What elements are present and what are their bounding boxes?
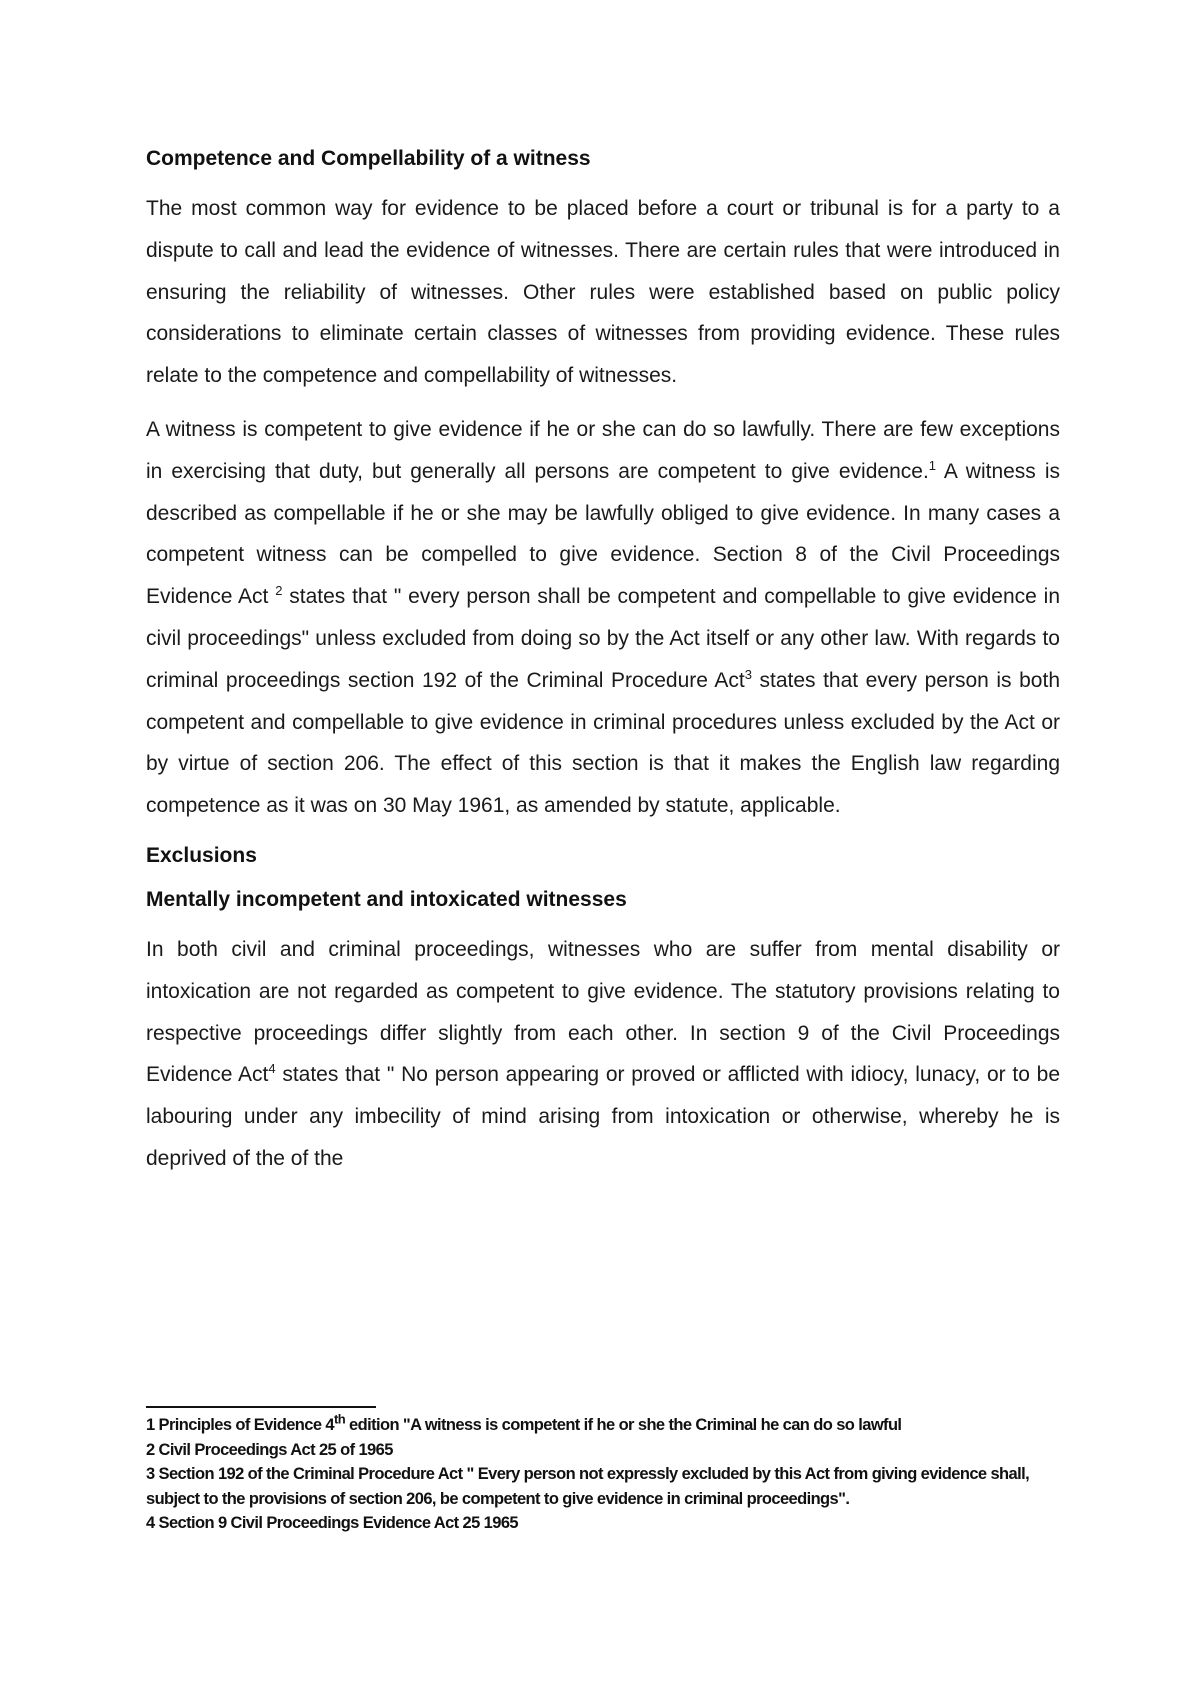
footnote-ref-3[interactable]: 3 [744, 666, 752, 682]
paragraph-text: A witness is competent to give evidence if he or she can do so lawfully. There are few exceptions in exercising that duty, but generally all persons are competent to give evidence. [146, 417, 1060, 483]
footnote-separator [146, 1406, 376, 1408]
footnote-2: 2 Civil Proceedings Act 25 of 1965 [146, 1440, 393, 1459]
document-body [146, 130, 1060, 1192]
footnote-ref-1[interactable]: 1 [928, 457, 937, 473]
subsection-heading-mental: Mentally incompetent and intoxicated witnesses [146, 887, 627, 911]
footnote-4: 4 Section 9 Civil Proceedings Evidence Act 25 1965 [146, 1514, 518, 1532]
footnote-ref-4[interactable]: 4 [268, 1061, 276, 1077]
footnote-ref-2[interactable]: 2 [275, 583, 283, 599]
footnotes [146, 1413, 1060, 1536]
paragraph-text: states that " every person shall be competent and compellable to give evidence in civil proceedings" unless excluded from doing so by the Act itself or any other law. With regards to criminal proceedings section 192 of the Criminal Procedure Act [146, 585, 1061, 692]
page-title: Competence and Compellability of a witness [146, 147, 591, 170]
footnote-text: 1 Principles of Evidence 4 [146, 1416, 334, 1434]
footnote-3: 3 Section 192 of the Criminal Procedure Act " Every person not expressly excluded by this Act from giving evidence shall, subject to the provisions of section 206, be competent to give evidence in criminal proceedings". [146, 1465, 1030, 1508]
paragraph-intro: The most common way for evidence to be placed before a court or tribunal is for a party to a dispute to call and lead the evidence of witnesses. There are certain rules that were introduced in ensuring the reliability of witnesses. Other rules were established based on public policy considerations to eliminate certain classes of witnesses from providing evidence. These rules relate to the competence and compellability of witnesses. [146, 197, 1060, 388]
paragraph-text: states that " No person appearing or proved or afflicted with idiocy, lunacy, or to be labouring under any imbecility of mind arising from intoxication or otherwise, whereby he is deprived of the of the [146, 1063, 1060, 1170]
paragraph-mental [146, 929, 1060, 1180]
section-heading-exclusions: Exclusions [146, 843, 257, 867]
footnote-1 [146, 1413, 1060, 1438]
paragraph-text: A witness is described as compellable if he or she may be lawfully obliged to give evidence. In many cases a competent witness can be compelled to give evidence. Section 8 of the Civil Proceedings Evidence Act [146, 459, 1060, 609]
paragraph-text: states that every person is both competent and compellable to give evidence in criminal procedures unless excluded by the Act or by virtue of section 206. The effect of this section is that it makes the English law regarding competence as it was on 30 May 1961, as amended by statute, applicable. [146, 668, 1060, 818]
footnote-text: edition "A witness is competent if he or she the Criminal he can do so lawful [345, 1416, 902, 1434]
paragraph-text: In both civil and criminal proceedings, witnesses who are suffer from mental disability or intoxication are not regarded as competent to give evidence. The statutory provisions relating to respective proceedings differ slightly from each other. In section 9 of the Civil Proceedings Evidence Act [146, 937, 1060, 1087]
footnote-superscript: th [333, 1411, 346, 1427]
paragraph-competence [146, 409, 1060, 827]
